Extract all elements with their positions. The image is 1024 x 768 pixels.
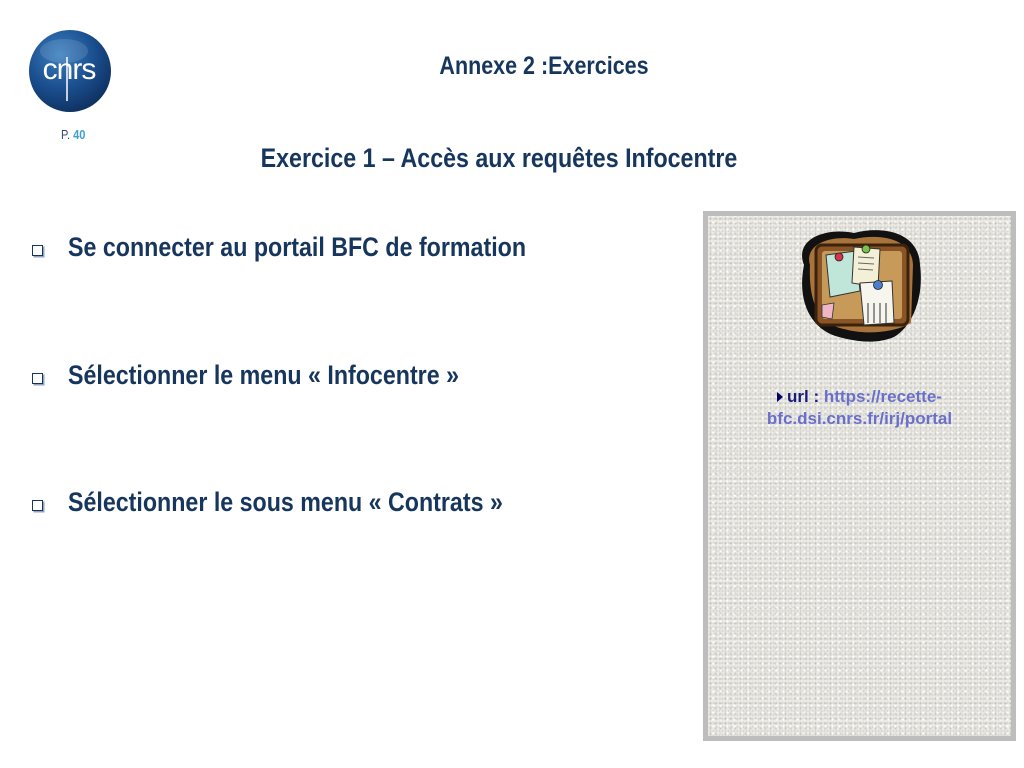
- list-item-label: Sélectionner le sous menu « Contrats »: [68, 487, 503, 517]
- info-panel: [703, 211, 1016, 741]
- page-number-value: 40: [73, 127, 86, 142]
- checkbox-bullet-icon: [32, 373, 43, 384]
- exercise-title: Exercice 1 – Accès aux requêtes Infocentre: [260, 143, 738, 173]
- url-line-2[interactable]: bfc.dsi.cnrs.fr/irj/portal: [766, 409, 953, 428]
- page-prefix: P.: [61, 127, 71, 142]
- checkbox-bullet-icon: [32, 245, 43, 256]
- url-block: [708, 386, 1011, 430]
- url-line-1[interactable]: https://recette-: [823, 387, 942, 406]
- page-title: Annexe 2 :Exercices: [439, 52, 649, 80]
- checkbox-bullet-icon: [32, 500, 43, 511]
- url-label: url :: [787, 387, 820, 406]
- page-number: [61, 127, 85, 142]
- list-item-label: Sélectionner le menu « Infocentre »: [68, 360, 459, 390]
- triangle-bullet-icon: [777, 392, 783, 402]
- bulletin-board-icon: [794, 225, 924, 343]
- svg-text:cnrs: cnrs: [42, 53, 96, 86]
- list-item-label: Se connecter au portail BFC de formation: [68, 232, 527, 262]
